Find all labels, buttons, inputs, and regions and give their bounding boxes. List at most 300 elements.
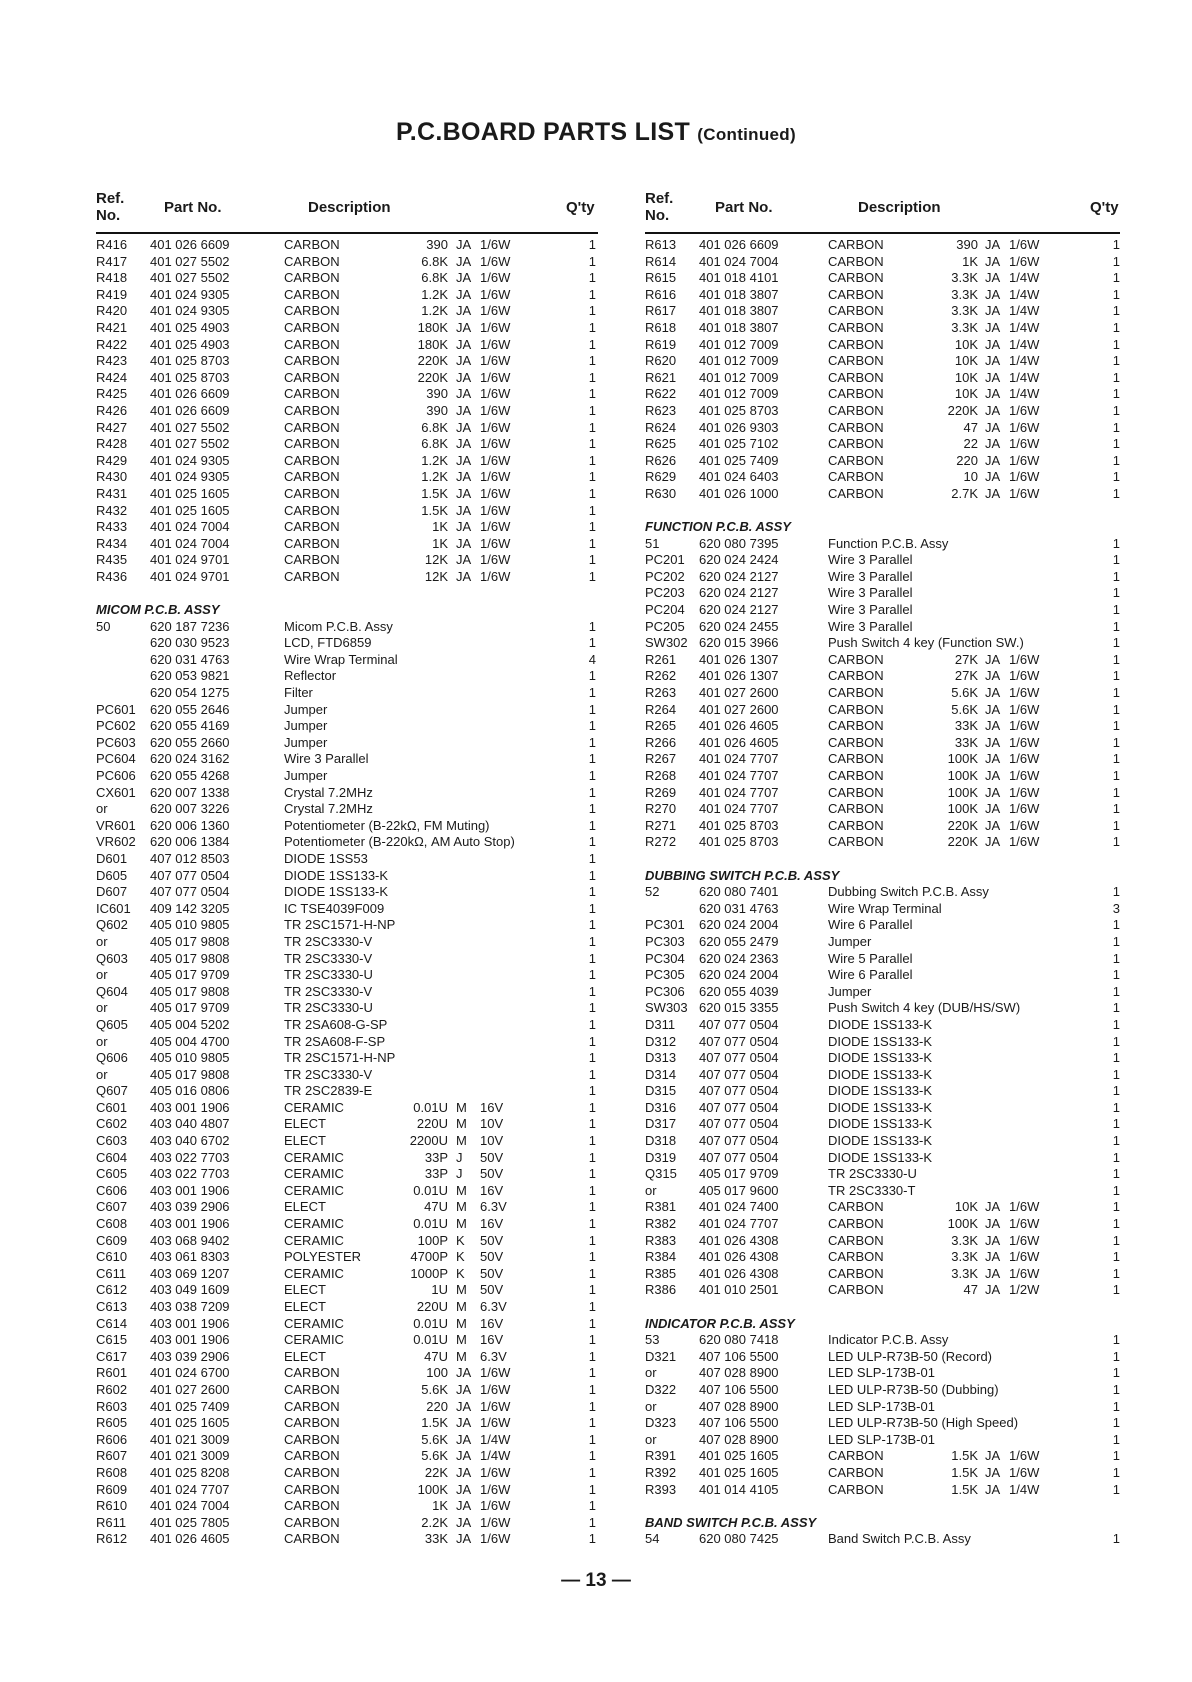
cell-qty: 1 xyxy=(588,270,596,286)
qty-header: Q'ty xyxy=(566,199,595,216)
cell-desc: CARBON xyxy=(828,751,884,767)
cell-desc: CARBON xyxy=(828,784,884,800)
cell-ref: or xyxy=(96,1033,108,1049)
cell-qty: 1 xyxy=(588,1066,596,1082)
cell-qty: 1 xyxy=(588,419,596,435)
cell-ref: R610 xyxy=(96,1498,128,1514)
table-row xyxy=(645,1399,1120,1416)
table-row xyxy=(96,1199,598,1216)
cell-part: 407 077 0504 xyxy=(699,1050,779,1066)
cell-desc: DIODE 1SS133-K xyxy=(284,884,389,900)
table-row xyxy=(96,1067,598,1084)
cell-val: 100K xyxy=(947,801,978,817)
ref-header xyxy=(96,190,124,224)
table-row xyxy=(96,951,598,968)
cell-qty: 1 xyxy=(1112,983,1120,999)
cell-tol: JA xyxy=(985,253,1001,269)
cell-part: 403 001 1906 xyxy=(150,1182,230,1198)
cell-desc: CARBON xyxy=(828,718,884,734)
cell-tol: M xyxy=(456,1348,467,1364)
cell-ref: R424 xyxy=(96,369,128,385)
cell-part: 401 025 7409 xyxy=(150,1398,230,1414)
cell-qty: 1 xyxy=(1112,917,1120,933)
cell-desc: CARBON xyxy=(284,1398,340,1414)
cell-val: 220K xyxy=(417,369,448,385)
cell-part: 401 026 6609 xyxy=(150,237,230,252)
cell-val: 220U xyxy=(416,1299,448,1314)
cell-desc: CARBON xyxy=(284,1481,340,1497)
cell-ref: C614 xyxy=(96,1315,128,1331)
cell-part: 407 077 0504 xyxy=(150,867,230,883)
cell-rat: 1/4W xyxy=(1009,303,1040,319)
cell-tol: J xyxy=(456,1166,463,1182)
table-row xyxy=(96,1382,598,1399)
cell-qty: 1 xyxy=(1112,436,1120,452)
cell-ref: PC201 xyxy=(645,552,685,568)
cell-ref: Q607 xyxy=(96,1083,128,1099)
table-row xyxy=(645,751,1120,768)
cell-qty: 1 xyxy=(1112,668,1120,684)
cell-tol: JA xyxy=(456,552,472,568)
cell-qty: 1 xyxy=(588,1531,596,1547)
cell-val: 1.2K xyxy=(421,452,448,468)
cell-ref: D316 xyxy=(645,1099,677,1115)
cell-tol: JA xyxy=(456,568,472,584)
cell-tol: JA xyxy=(456,1398,472,1414)
table-row xyxy=(96,1432,598,1449)
table-row xyxy=(645,1233,1120,1250)
cell-ref: PC603 xyxy=(96,734,136,750)
cell-rat: 1/6W xyxy=(1009,436,1040,452)
cell-desc: Crystal 7.2MHz xyxy=(284,784,373,800)
cell-ref: IC601 xyxy=(96,900,131,916)
cell-rat: 1/6W xyxy=(480,353,511,369)
cell-desc: CARBON xyxy=(828,402,884,418)
cell-qty: 1 xyxy=(588,1365,596,1381)
spacer xyxy=(96,585,598,602)
cell-ref: D323 xyxy=(645,1415,677,1431)
table-row xyxy=(645,1100,1120,1117)
cell-desc: CARBON xyxy=(284,1381,340,1397)
cell-desc: CARBON xyxy=(284,452,340,468)
left-table-header xyxy=(96,190,598,234)
cell-desc: TR 2SC3330-U xyxy=(284,967,373,983)
table-row xyxy=(645,1116,1120,1133)
cell-val: 6.8K xyxy=(421,253,448,269)
cell-rat: 1/6W xyxy=(1009,801,1040,817)
cell-desc: CERAMIC xyxy=(284,1232,344,1248)
cell-desc: CARBON xyxy=(828,1199,884,1215)
table-row xyxy=(645,1432,1120,1449)
table-row xyxy=(96,337,598,354)
cell-val: 5.6K xyxy=(421,1381,448,1397)
cell-ref: R425 xyxy=(96,386,128,402)
cell-part: 405 017 9808 xyxy=(150,1066,230,1082)
table-row xyxy=(645,1531,1120,1548)
cell-val: 1K xyxy=(962,253,978,269)
cell-val: 27K xyxy=(954,668,978,684)
cell-desc: CARBON xyxy=(284,1415,340,1431)
cell-rat: 16V xyxy=(480,1099,504,1115)
cell-qty: 1 xyxy=(588,850,596,866)
cell-qty: 1 xyxy=(588,502,596,518)
cell-desc: CARBON xyxy=(828,270,884,286)
cell-tol: JA xyxy=(456,336,472,352)
cell-part: 403 040 4807 xyxy=(150,1116,230,1132)
cell-ref: 53 xyxy=(645,1332,660,1348)
cell-desc: CARBON xyxy=(284,319,340,335)
cell-val: 33K xyxy=(954,718,978,734)
table-row xyxy=(96,486,598,503)
cell-desc: CARBON xyxy=(828,817,884,833)
cell-part: 401 018 4101 xyxy=(699,270,779,286)
table-row xyxy=(96,685,598,702)
cell-val: 6.8K xyxy=(421,419,448,435)
table-row xyxy=(645,917,1120,934)
cell-rat: 1/6W xyxy=(1009,701,1040,717)
cell-tol: JA xyxy=(456,1498,472,1514)
cell-part: 401 025 7102 xyxy=(699,436,779,452)
table-row xyxy=(96,519,598,536)
table-row xyxy=(96,967,598,984)
cell-qty: 1 xyxy=(1112,1016,1120,1032)
cell-tol: M xyxy=(456,1282,467,1298)
cell-part: 405 017 9709 xyxy=(150,1000,230,1016)
cell-desc: DIODE 1SS53 xyxy=(284,850,368,866)
cell-desc: TR 2SC3330-V xyxy=(284,933,373,949)
cell-qty: 1 xyxy=(588,469,596,485)
cell-qty: 1 xyxy=(588,983,596,999)
cell-part: 620 024 2004 xyxy=(699,917,779,933)
table-row xyxy=(645,337,1120,354)
cell-part: 620 055 4268 xyxy=(150,768,230,783)
cell-ref: PC301 xyxy=(645,917,685,933)
cell-ref: R620 xyxy=(645,353,677,369)
cell-desc: LED ULP-R73B-50 (High Speed) xyxy=(828,1415,1019,1431)
cell-qty: 1 xyxy=(1112,303,1120,319)
cell-part: 401 026 4308 xyxy=(699,1249,779,1265)
cell-tol: M xyxy=(456,1099,467,1115)
table-row xyxy=(645,801,1120,818)
cell-qty: 1 xyxy=(1112,552,1120,568)
table-row xyxy=(645,585,1120,602)
table-row xyxy=(645,768,1120,785)
cell-part: 407 106 5500 xyxy=(699,1348,779,1364)
table-row xyxy=(96,868,598,885)
table-row xyxy=(96,834,598,851)
cell-val: 0.01U xyxy=(413,1315,448,1331)
cell-tol: JA xyxy=(985,303,1001,319)
cell-part: 401 026 1000 xyxy=(699,485,779,501)
table-row xyxy=(96,503,598,520)
table-row xyxy=(96,420,598,437)
cell-val: 220K xyxy=(947,402,978,418)
cell-rat: 1/6W xyxy=(480,568,511,584)
cell-rat: 50V xyxy=(480,1249,504,1265)
cell-desc: CARBON xyxy=(828,768,884,783)
cell-ref: R605 xyxy=(96,1415,128,1431)
cell-qty: 1 xyxy=(1112,817,1120,833)
cell-tol: JA xyxy=(985,1232,1001,1248)
cell-rat: 50V xyxy=(480,1232,504,1248)
cell-qty: 1 xyxy=(1112,1133,1120,1149)
description-header: Description xyxy=(308,199,391,216)
cell-val: 10K xyxy=(954,369,978,385)
cell-desc: Dubbing Switch P.C.B. Assy xyxy=(828,884,989,900)
cell-desc: CARBON xyxy=(284,519,340,535)
qty-header: Q'ty xyxy=(1090,199,1119,216)
table-row xyxy=(96,1515,598,1532)
table-row xyxy=(645,436,1120,453)
cell-rat: 1/6W xyxy=(1009,734,1040,750)
cell-part: 401 024 7707 xyxy=(699,1216,779,1232)
cell-part: 401 024 9305 xyxy=(150,303,230,319)
cell-tol: JA xyxy=(985,353,1001,369)
cell-ref: R429 xyxy=(96,452,128,468)
cell-qty: 1 xyxy=(588,386,596,402)
cell-tol: JA xyxy=(456,1415,472,1431)
table-row xyxy=(96,552,598,569)
cell-val: 220U xyxy=(416,1116,448,1132)
cell-tol: JA xyxy=(985,734,1001,750)
cell-tol: JA xyxy=(456,1514,472,1530)
cell-ref: C607 xyxy=(96,1199,128,1215)
cell-val: 100K xyxy=(947,784,978,800)
cell-ref: C611 xyxy=(96,1265,127,1281)
cell-qty: 1 xyxy=(588,1050,596,1066)
cell-ref: R615 xyxy=(645,270,677,286)
cell-val: 1000P xyxy=(410,1265,448,1281)
cell-qty: 1 xyxy=(588,884,596,900)
cell-tol: JA xyxy=(456,303,472,319)
table-row xyxy=(96,1399,598,1416)
table-row xyxy=(96,785,598,802)
table-row xyxy=(96,851,598,868)
cell-part: 403 001 1906 xyxy=(150,1332,230,1348)
cell-desc: DIODE 1SS133-K xyxy=(284,867,389,883)
cell-desc: ELECT xyxy=(284,1133,326,1149)
cell-part: 403 022 7703 xyxy=(150,1166,230,1182)
cell-desc: DIODE 1SS133-K xyxy=(828,1016,933,1032)
cell-val: 1K xyxy=(432,1498,448,1514)
cell-desc: CARBON xyxy=(284,469,340,485)
cell-tol: JA xyxy=(985,718,1001,734)
cell-val: 5.6K xyxy=(421,1431,448,1447)
cell-ref: or xyxy=(96,967,108,983)
cell-part: 401 026 6609 xyxy=(150,386,230,402)
cell-qty: 1 xyxy=(588,353,596,369)
cell-desc: CARBON xyxy=(284,1498,340,1514)
cell-val: 1.5K xyxy=(421,1415,448,1431)
cell-desc: Wire 5 Parallel xyxy=(828,950,913,966)
cell-ref: R630 xyxy=(645,485,677,501)
cell-rat: 1/6W xyxy=(1009,1464,1040,1480)
cell-part: 620 055 4169 xyxy=(150,718,230,734)
cell-qty: 1 xyxy=(1112,369,1120,385)
cell-desc: DIODE 1SS133-K xyxy=(828,1066,933,1082)
cell-qty: 1 xyxy=(1112,1265,1120,1281)
cell-ref: R271 xyxy=(645,817,677,833)
cell-qty: 1 xyxy=(588,319,596,335)
cell-val: 220K xyxy=(947,834,978,850)
cell-val: 10 xyxy=(963,469,978,485)
table-row xyxy=(96,1216,598,1233)
cell-qty: 1 xyxy=(1112,685,1120,701)
cell-val: 100 xyxy=(426,1365,448,1381)
cell-tol: JA xyxy=(985,668,1001,684)
cell-part: 401 025 8703 xyxy=(699,402,779,418)
cell-desc: CERAMIC xyxy=(284,1315,344,1331)
cell-part: 620 007 3226 xyxy=(150,801,230,817)
cell-part: 401 024 6403 xyxy=(699,469,779,485)
cell-ref: R426 xyxy=(96,402,128,418)
table-row xyxy=(645,934,1120,951)
cell-part: 401 024 7707 xyxy=(699,751,779,767)
cell-ref: or xyxy=(96,933,108,949)
cell-rat: 1/6W xyxy=(480,1531,511,1547)
cell-part: 403 068 9402 xyxy=(150,1232,230,1248)
cell-qty: 1 xyxy=(588,768,596,783)
cell-qty: 1 xyxy=(1112,1464,1120,1480)
cell-desc: DIODE 1SS133-K xyxy=(828,1099,933,1115)
cell-val: 27K xyxy=(954,651,978,667)
cell-ref: R393 xyxy=(645,1481,677,1497)
cell-ref: PC303 xyxy=(645,933,685,949)
cell-tol: M xyxy=(456,1133,467,1149)
cell-desc: LED ULP-R73B-50 (Dubbing) xyxy=(828,1381,999,1397)
cell-part: 401 026 1307 xyxy=(699,668,779,684)
table-row xyxy=(645,1349,1120,1366)
cell-tol: K xyxy=(456,1265,465,1281)
cell-val: 3.3K xyxy=(951,286,978,302)
cell-ref: PC202 xyxy=(645,568,685,584)
cell-val: 3.3K xyxy=(951,1265,978,1281)
cell-ref: R270 xyxy=(645,801,677,817)
cell-part: 401 024 6700 xyxy=(150,1365,230,1381)
table-row xyxy=(645,785,1120,802)
table-row xyxy=(645,287,1120,304)
cell-ref: R629 xyxy=(645,469,677,485)
cell-rat: 6.3V xyxy=(480,1299,507,1314)
table-row xyxy=(645,1282,1120,1299)
table-row xyxy=(645,254,1120,271)
cell-desc: TR 2SA608-G-SP xyxy=(284,1016,388,1032)
cell-part: 407 077 0504 xyxy=(699,1099,779,1115)
cell-rat: 1/4W xyxy=(1009,369,1040,385)
cell-part: 401 012 7009 xyxy=(699,369,779,385)
cell-part: 620 024 2363 xyxy=(699,950,779,966)
table-row xyxy=(96,768,598,785)
cell-tol: JA xyxy=(985,768,1001,783)
cell-qty: 1 xyxy=(588,402,596,418)
cell-desc: DIODE 1SS133-K xyxy=(828,1050,933,1066)
cell-qty: 1 xyxy=(1112,602,1120,618)
cell-part: 407 077 0504 xyxy=(699,1033,779,1049)
cell-qty: 1 xyxy=(588,1116,596,1132)
cell-rat: 1/6W xyxy=(1009,651,1040,667)
cell-desc: CARBON xyxy=(284,270,340,286)
cell-part: 620 080 7418 xyxy=(699,1332,779,1348)
cell-ref: R381 xyxy=(645,1199,677,1215)
cell-val: 220K xyxy=(947,817,978,833)
cell-desc: CARBON xyxy=(284,1514,340,1530)
cell-qty: 1 xyxy=(588,535,596,551)
cell-part: 401 024 7707 xyxy=(699,801,779,817)
cell-qty: 4 xyxy=(588,651,596,667)
cell-qty: 1 xyxy=(588,1348,596,1364)
cell-desc: CARBON xyxy=(284,485,340,501)
cell-qty: 1 xyxy=(1112,1083,1120,1099)
description-header: Description xyxy=(858,199,941,216)
table-row xyxy=(645,237,1120,254)
cell-part: 620 007 1338 xyxy=(150,784,230,800)
cell-part: 401 026 6609 xyxy=(150,402,230,418)
cell-val: 33P xyxy=(424,1166,448,1182)
cell-part: 401 025 8703 xyxy=(699,834,779,850)
cell-desc: LED SLP-173B-01 xyxy=(828,1365,935,1381)
cell-qty: 1 xyxy=(1112,967,1120,983)
cell-desc: CARBON xyxy=(828,1265,884,1281)
table-row xyxy=(96,386,598,403)
cell-tol: JA xyxy=(456,319,472,335)
cell-part: 401 012 7009 xyxy=(699,353,779,369)
table-row xyxy=(645,735,1120,752)
table-row xyxy=(96,1050,598,1067)
cell-desc: TR 2SA608-F-SP xyxy=(284,1033,386,1049)
right-rows xyxy=(645,237,1120,1548)
cell-part: 620 055 2646 xyxy=(150,701,230,717)
cell-qty: 1 xyxy=(1112,751,1120,767)
table-row xyxy=(96,1100,598,1117)
cell-qty: 1 xyxy=(1112,834,1120,850)
cell-tol: JA xyxy=(456,253,472,269)
cell-ref: R621 xyxy=(645,369,677,385)
cell-ref: D319 xyxy=(645,1149,677,1165)
cell-ref: or xyxy=(96,1000,108,1016)
cell-rat: 1/6W xyxy=(480,1365,511,1381)
cell-qty: 1 xyxy=(1112,402,1120,418)
cell-ref: D317 xyxy=(645,1116,677,1132)
cell-part: 403 022 7703 xyxy=(150,1149,230,1165)
cell-val: 1.5K xyxy=(951,1481,978,1497)
cell-part: 620 006 1384 xyxy=(150,834,230,850)
cell-part: 407 077 0504 xyxy=(699,1066,779,1082)
cell-qty: 1 xyxy=(588,1415,596,1431)
cell-qty: 1 xyxy=(1112,1348,1120,1364)
cell-desc: CERAMIC xyxy=(284,1265,344,1281)
table-row xyxy=(645,685,1120,702)
cell-ref: R384 xyxy=(645,1249,677,1265)
cell-qty: 1 xyxy=(588,817,596,833)
cell-desc: CARBON xyxy=(284,336,340,352)
cell-qty: 1 xyxy=(1112,270,1120,286)
spacer xyxy=(645,503,1120,520)
cell-part: 401 027 5502 xyxy=(150,436,230,452)
cell-ref: R603 xyxy=(96,1398,128,1414)
cell-tol: JA xyxy=(985,1249,1001,1265)
cell-rat: 10V xyxy=(480,1133,504,1149)
cell-ref: R624 xyxy=(645,419,677,435)
cell-part: 401 024 9305 xyxy=(150,286,230,302)
cell-desc: CARBON xyxy=(828,1282,884,1298)
cell-tol: JA xyxy=(985,286,1001,302)
cell-qty: 1 xyxy=(1112,718,1120,734)
cell-part: 401 025 8208 xyxy=(150,1464,230,1480)
cell-qty: 1 xyxy=(588,1083,596,1099)
cell-part: 620 015 3355 xyxy=(699,1000,779,1016)
cell-rat: 1/6W xyxy=(1009,485,1040,501)
section-heading: INDICATOR P.C.B. ASSY xyxy=(645,1315,795,1331)
